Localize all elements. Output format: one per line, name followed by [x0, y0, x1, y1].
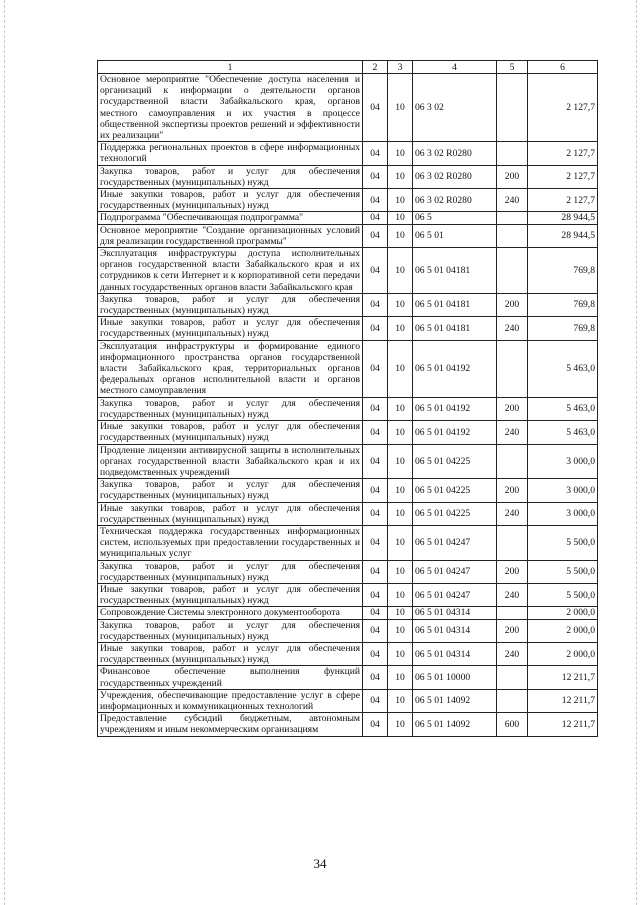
- row-name-cell: Эксплуатация инфраструктуры и формирование единого информационного пространства органов государственной власти Забайкальского края, территориальных органов федеральных органов исполнительной власти и органов местного самоуправления: [98, 340, 363, 397]
- row-name-cell: Иные закупки товаров, работ и услуг для обеспечения государственных (муниципальных) нужд: [98, 189, 363, 212]
- row-expense-type-cell: 240: [497, 583, 528, 606]
- row-subsection-cell: 10: [388, 479, 413, 502]
- table-row: [98, 713, 598, 736]
- row-amount-cell: 5 500,0: [528, 560, 598, 583]
- row-section-cell: 04: [363, 189, 388, 212]
- header-cell: 2: [363, 61, 388, 74]
- row-name-cell: Иные закупки товаров, работ и услуг для обеспечения государственных (муниципальных) нужд: [98, 502, 363, 525]
- row-expense-type-cell: [497, 689, 528, 712]
- table-row: [98, 293, 598, 316]
- row-section-cell: 04: [363, 248, 388, 294]
- row-name-cell: Учреждения, обеспечивающие предоставление услуг в сфере информационных и коммуникационных технологий: [98, 689, 363, 712]
- table-row: [98, 479, 598, 502]
- row-section-cell: 04: [363, 479, 388, 502]
- row-target-article-cell: 06 5 01 14092: [413, 689, 497, 712]
- row-subsection-cell: 10: [388, 502, 413, 525]
- row-target-article-cell: 06 5 01 10000: [413, 666, 497, 689]
- row-subsection-cell: 10: [388, 212, 413, 224]
- row-expense-type-cell: 240: [497, 421, 528, 444]
- row-name-cell: Закупка товаров, работ и услуг для обеспечения государственных (муниципальных) нужд: [98, 560, 363, 583]
- row-section-cell: 04: [363, 525, 388, 560]
- row-amount-cell: 3 000,0: [528, 479, 598, 502]
- row-name-cell: Закупка товаров, работ и услуг для обеспечения государственных (муниципальных) нужд: [98, 397, 363, 420]
- row-amount-cell: 2 000,0: [528, 607, 598, 619]
- row-amount-cell: 12 211,7: [528, 689, 598, 712]
- table-row: [98, 189, 598, 212]
- row-amount-cell: 5 463,0: [528, 340, 598, 397]
- row-target-article-cell: 06 3 02 R0280: [413, 142, 497, 165]
- row-subsection-cell: 10: [388, 642, 413, 665]
- row-subsection-cell: 10: [388, 607, 413, 619]
- row-target-article-cell: 06 5 01 04314: [413, 607, 497, 619]
- row-section-cell: 04: [363, 293, 388, 316]
- row-amount-cell: 769,8: [528, 293, 598, 316]
- row-amount-cell: 28 944,5: [528, 224, 598, 247]
- table-row: [98, 165, 598, 188]
- row-section-cell: 04: [363, 340, 388, 397]
- row-subsection-cell: 10: [388, 397, 413, 420]
- row-section-cell: 04: [363, 583, 388, 606]
- row-amount-cell: 2 127,7: [528, 165, 598, 188]
- row-name-cell: Подпрограмма "Обеспечивающая подпрограмма": [98, 212, 363, 224]
- row-subsection-cell: 10: [388, 421, 413, 444]
- row-expense-type-cell: [497, 607, 528, 619]
- row-subsection-cell: 10: [388, 142, 413, 165]
- table-row: [98, 666, 598, 689]
- row-amount-cell: 2 000,0: [528, 619, 598, 642]
- row-name-cell: Эксплуатация инфраструктуры доступа исполнительных органов государственной власти Забайкальского края и их сотрудников к сети Интернет и к корпоративной сети передачи данных государственных органов власти Забайкальского края: [98, 248, 363, 294]
- row-subsection-cell: 10: [388, 74, 413, 142]
- row-subsection-cell: 10: [388, 666, 413, 689]
- row-subsection-cell: 10: [388, 444, 413, 479]
- header-cell: 5: [497, 61, 528, 74]
- row-subsection-cell: 10: [388, 689, 413, 712]
- row-name-cell: Основное мероприятие "Создание организационных условий для реализации государственной программы": [98, 224, 363, 247]
- row-amount-cell: 769,8: [528, 248, 598, 294]
- page-edge-right: [636, 0, 637, 905]
- row-amount-cell: 3 000,0: [528, 444, 598, 479]
- row-section-cell: 04: [363, 619, 388, 642]
- row-section-cell: 04: [363, 689, 388, 712]
- table-row: [98, 212, 598, 224]
- row-amount-cell: 2 000,0: [528, 642, 598, 665]
- row-target-article-cell: 06 5 01 04247: [413, 560, 497, 583]
- row-target-article-cell: 06 5 01 04247: [413, 583, 497, 606]
- header-cell: 1: [98, 61, 363, 74]
- row-expense-type-cell: [497, 212, 528, 224]
- table-row: [98, 642, 598, 665]
- row-name-cell: Продление лицензии антивирусной защиты в исполнительных органах государственной власти Забайкальского края и их подведомственных учреждений: [98, 444, 363, 479]
- row-target-article-cell: 06 5 01 04314: [413, 619, 497, 642]
- row-amount-cell: 12 211,7: [528, 713, 598, 736]
- row-name-cell: Предоставление субсидий бюджетным, автономным учреждениям и иным некоммерческим организациям: [98, 713, 363, 736]
- row-subsection-cell: 10: [388, 248, 413, 294]
- row-section-cell: 04: [363, 713, 388, 736]
- row-section-cell: 04: [363, 607, 388, 619]
- row-section-cell: 04: [363, 224, 388, 247]
- row-amount-cell: 5 500,0: [528, 583, 598, 606]
- row-target-article-cell: 06 5 01 04181: [413, 248, 497, 294]
- row-target-article-cell: 06 5 01: [413, 224, 497, 247]
- row-name-cell: Сопровождение Системы электронного документооборота: [98, 607, 363, 619]
- row-expense-type-cell: 240: [497, 189, 528, 212]
- row-expense-type-cell: 200: [497, 165, 528, 188]
- row-section-cell: 04: [363, 317, 388, 340]
- row-name-cell: Закупка товаров, работ и услуг для обеспечения государственных (муниципальных) нужд: [98, 293, 363, 316]
- row-expense-type-cell: [497, 248, 528, 294]
- row-amount-cell: 769,8: [528, 317, 598, 340]
- row-expense-type-cell: [497, 525, 528, 560]
- page-number: 34: [313, 856, 327, 871]
- row-target-article-cell: 06 5 01 04192: [413, 421, 497, 444]
- row-target-article-cell: 06 5 01 04181: [413, 293, 497, 316]
- row-amount-cell: 12 211,7: [528, 666, 598, 689]
- row-subsection-cell: 10: [388, 224, 413, 247]
- row-amount-cell: 2 127,7: [528, 189, 598, 212]
- row-section-cell: 04: [363, 421, 388, 444]
- row-target-article-cell: 06 5 01 04225: [413, 479, 497, 502]
- row-target-article-cell: 06 3 02 R0280: [413, 189, 497, 212]
- row-name-cell: Закупка товаров, работ и услуг для обеспечения государственных (муниципальных) нужд: [98, 165, 363, 188]
- row-amount-cell: 2 127,7: [528, 74, 598, 142]
- row-amount-cell: 28 944,5: [528, 212, 598, 224]
- table-row: [98, 142, 598, 165]
- row-name-cell: Иные закупки товаров, работ и услуг для обеспечения государственных (муниципальных) нужд: [98, 317, 363, 340]
- table-row: [98, 74, 598, 142]
- row-expense-type-cell: [497, 444, 528, 479]
- row-name-cell: Иные закупки товаров, работ и услуг для обеспечения государственных (муниципальных) нужд: [98, 583, 363, 606]
- row-expense-type-cell: 200: [497, 619, 528, 642]
- table-row: [98, 525, 598, 560]
- header-cell: 6: [528, 61, 598, 74]
- row-expense-type-cell: 200: [497, 560, 528, 583]
- row-target-article-cell: 06 5 01 04192: [413, 397, 497, 420]
- row-subsection-cell: 10: [388, 340, 413, 397]
- budget-table: [97, 60, 598, 737]
- row-section-cell: 04: [363, 397, 388, 420]
- table-row: [98, 224, 598, 247]
- row-amount-cell: 5 463,0: [528, 421, 598, 444]
- table-row: [98, 444, 598, 479]
- row-target-article-cell: 06 5 01 04192: [413, 340, 497, 397]
- table-row: [98, 502, 598, 525]
- row-subsection-cell: 10: [388, 293, 413, 316]
- row-expense-type-cell: 200: [497, 479, 528, 502]
- row-expense-type-cell: 600: [497, 713, 528, 736]
- header-cell: 4: [413, 61, 497, 74]
- table-row: [98, 560, 598, 583]
- table-row: [98, 689, 598, 712]
- table-row: [98, 619, 598, 642]
- table-row: [98, 583, 598, 606]
- table-row: [98, 421, 598, 444]
- row-target-article-cell: 06 5 01 04314: [413, 642, 497, 665]
- table-row: [98, 248, 598, 294]
- row-target-article-cell: 06 5 01 04181: [413, 317, 497, 340]
- row-amount-cell: 3 000,0: [528, 502, 598, 525]
- row-subsection-cell: 10: [388, 317, 413, 340]
- row-name-cell: Финансовое обеспечение выполнения функций государственных учреждений: [98, 666, 363, 689]
- row-section-cell: 04: [363, 502, 388, 525]
- row-section-cell: 04: [363, 444, 388, 479]
- row-target-article-cell: 06 3 02 R0280: [413, 165, 497, 188]
- row-subsection-cell: 10: [388, 165, 413, 188]
- row-expense-type-cell: 200: [497, 397, 528, 420]
- row-subsection-cell: 10: [388, 525, 413, 560]
- row-expense-type-cell: [497, 74, 528, 142]
- row-section-cell: 04: [363, 642, 388, 665]
- row-target-article-cell: 06 5 01 14092: [413, 713, 497, 736]
- row-name-cell: Закупка товаров, работ и услуг для обеспечения государственных (муниципальных) нужд: [98, 479, 363, 502]
- row-subsection-cell: 10: [388, 713, 413, 736]
- page-edge-left: [4, 0, 5, 905]
- row-amount-cell: 5 463,0: [528, 397, 598, 420]
- row-subsection-cell: 10: [388, 560, 413, 583]
- table-row: [98, 340, 598, 397]
- row-expense-type-cell: 240: [497, 642, 528, 665]
- row-expense-type-cell: [497, 142, 528, 165]
- row-section-cell: 04: [363, 666, 388, 689]
- row-amount-cell: 5 500,0: [528, 525, 598, 560]
- row-section-cell: 04: [363, 212, 388, 224]
- row-subsection-cell: 10: [388, 619, 413, 642]
- row-target-article-cell: 06 5 01 04225: [413, 502, 497, 525]
- row-expense-type-cell: [497, 666, 528, 689]
- row-section-cell: 04: [363, 165, 388, 188]
- row-amount-cell: 2 127,7: [528, 142, 598, 165]
- row-name-cell: Закупка товаров, работ и услуг для обеспечения государственных (муниципальных) нужд: [98, 619, 363, 642]
- row-name-cell: Основное мероприятие "Обеспечение доступа населения и организаций к информации о деятельности органов государственной власти Забайкальского края, органов местного самоуправления и их участия в процессе общественной экспертизы проектов решений и эффективности их реализации": [98, 74, 363, 142]
- row-expense-type-cell: [497, 224, 528, 247]
- header-cell: 3: [388, 61, 413, 74]
- row-target-article-cell: 06 5 01 04247: [413, 525, 497, 560]
- row-subsection-cell: 10: [388, 583, 413, 606]
- row-expense-type-cell: 200: [497, 293, 528, 316]
- row-target-article-cell: 06 5: [413, 212, 497, 224]
- row-subsection-cell: 10: [388, 189, 413, 212]
- row-target-article-cell: 06 5 01 04225: [413, 444, 497, 479]
- row-section-cell: 04: [363, 560, 388, 583]
- row-target-article-cell: 06 3 02: [413, 74, 497, 142]
- row-expense-type-cell: [497, 340, 528, 397]
- row-section-cell: 04: [363, 142, 388, 165]
- row-section-cell: 04: [363, 74, 388, 142]
- row-name-cell: Техническая поддержка государственных информационных систем, используемых при предоставлении государственных и муниципальных услуг: [98, 525, 363, 560]
- row-name-cell: Иные закупки товаров, работ и услуг для обеспечения государственных (муниципальных) нужд: [98, 642, 363, 665]
- row-expense-type-cell: 240: [497, 317, 528, 340]
- row-name-cell: Поддержка региональных проектов в сфере информационных технологий: [98, 142, 363, 165]
- row-expense-type-cell: 240: [497, 502, 528, 525]
- table-row: [98, 607, 598, 619]
- table-row: [98, 397, 598, 420]
- table-header-row: [98, 61, 598, 74]
- row-name-cell: Иные закупки товаров, работ и услуг для обеспечения государственных (муниципальных) нужд: [98, 421, 363, 444]
- table-row: [98, 317, 598, 340]
